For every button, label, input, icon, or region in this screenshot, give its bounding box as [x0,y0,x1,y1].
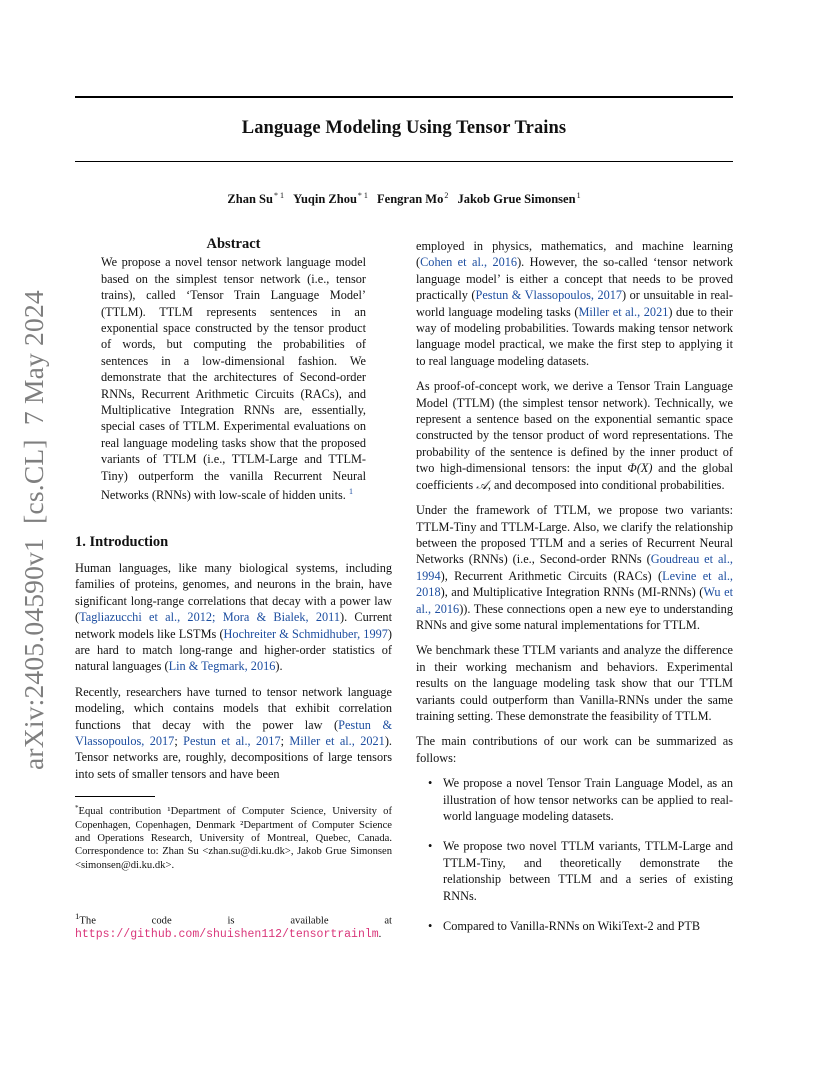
citation-link[interactable]: Wu et al., 2016 [416,585,733,616]
bullet-icon: • [428,776,433,791]
left-column [75,236,392,942]
citation-link[interactable]: Pestun et al., 2017 [183,733,281,748]
list-item: • We propose two novel TTLM variants, TTLM-Large and TTLM-Tiny, and theoretically demonstrate the relationship between TTLM and a series of existing RNNs. [428,839,733,903]
section-heading-introduction: 1. Introduction [75,533,169,550]
author-list [75,191,733,207]
citation-link[interactable]: Miller et al., 2021 [578,304,669,319]
paragraph: The main contributions of our work can be summarized as follows: [416,734,733,765]
contributions-list [416,775,733,934]
paragraph: Under the framework of TTLM, we propose two variants: TTLM-Tiny and TTLM-Large. Also, we clarify the relationship between the proposed TTLM and a series of Recurrent Neural Networks (RNNs) (i.e., Second-order RNNs (Goudreau et al., 1994), Recurrent Arithmetic Circuits (RACs) (Levine et al., 2018), and Multiplicative Integration RNNs (MI-RNNs) (Wu et al., 2016)). These connections open a new eye to understanding RNNs and give some natural implementations for TTLM. [416,503,734,632]
citation-link[interactable]: Hochreiter & Schmidhuber, 1997 [223,626,388,641]
author: Yuqin Zhou$^{* 1}$ [293,191,368,206]
citation-link[interactable]: Miller et al., 2021 [289,733,385,748]
citation-link[interactable]: Lin & Tegmark, 2016 [168,659,276,674]
citation-link[interactable]: Pestun & Vlassopoulos, 2017 [75,717,393,748]
arxiv-date: 7 May 2024 [18,290,49,426]
citation-link[interactable]: Goudreau et al., 1994 [416,552,733,583]
paragraph: As proof-of-concept work, we derive a Tensor Train Language Model (TTLM) (the simplest tensor network). Technically, we represent a sentence based on the exponential semantic space constructed by the tensor product of word representations. The probability of the sentence is defined by the inner product of two high-dimensional tensors: the input Φ(X) and the global coefficients 𝒜, and decomposed into conditional probabilities. [416,379,733,492]
abstract-text: We propose a novel tensor network language model based on the simplest tensor network (i.e., tensor trains), called ‘Tensor Train Language Model’ (TTLM). TTLM represents sentences in an exponential space constructed by the tensor product of words, but computing the probabilities of sentences in a low-dimensional fashion. We demonstrate that the architectures of Second-order RNNs, Recurrent Arithmetic Circuits (RACs), and Multiplicative Integration RNNs are, essentially, special cases of TTLM. Experimental evaluations on real language modeling tasks show that the proposed variants of TTLM (i.e., TTLM-Large and TTLM-Tiny) outperform the vanilla Recurrent Neural Networks (RNNs) with low-scale of hidden units. $^1$ [101,255,366,503]
arxiv-id[interactable]: arXiv:2405.04590v1 [18,538,49,770]
author: Zhan Su$^{* 1}$ [227,191,284,206]
author: Fengran Mo$^2$ [377,191,449,206]
code-url-link[interactable]: https://github.com/shuishen112/tensortrainlm [75,928,379,942]
paragraph: Human languages, like many biological systems, including families of proteins, genomes, and neurons in the brain, have significant long-range correlations that decay with a power law (Tagliazucchi et al., 2012; Mora & Bialek, 2011). Current network models like LSTMs (Hochreiter & Schmidhuber, 1997) are hard to match long-range and higher-order statistics of natural languages (Lin & Tegmark, 2016). [75,560,392,674]
paragraph: Recently, researchers have turned to tensor network language modeling, which contains models that exhibit correlation functions that decay with the power law (Pestun & Vlassopoulos, 2017; Pestun et al., 2017; Miller et al., 2021). Tensor networks are, roughly, decompositions of large tensors into sets of smaller tensors and have been [75,684,393,781]
paragraph: We benchmark these TTLM variants and analyze the difference in their working mechanism and behaviors. Experimental results on the language modeling task show that our TTLM variants could outperform than Vanilla-RNNs under the same training setting. These demonstrate the feasibility of TTLM. [416,643,733,723]
citation-link[interactable]: Levine et al., 2018 [416,568,734,600]
code-footnote: $^1$The code is available at https://github.com/shuishen112/tensortrainlm. [75,911,392,942]
footnote-divider [75,796,155,797]
paper-title: Language Modeling Using Tensor Trains [241,118,567,138]
list-item: • We propose a novel Tensor Train Language Model, as an illustration of how tensor networks can be applied to real-world language modeling datasets. [428,776,733,823]
citation-link[interactable]: Pestun & Vlassopoulos, 2017 [475,288,623,303]
bullet-icon: • [428,919,433,934]
footnote-link[interactable]: 1 [348,487,353,497]
math-coefficients: 𝒜 [476,477,488,492]
paragraph: employed in physics, mathematics, and machine learning (Cohen et al., 2016). However, the so-called ‘tensor network language model’ is either a concept that needs to be proved practically (Pestun & Vlassopoulos, 2017) or unsuitable in real-world language modeling tasks (Miller et al., 2021) due to their way of modeling probabilities. Towards making tensor network language model practical, we make the first step to applying it to real language modeling datasets. [416,239,734,368]
right-column [416,238,733,948]
author: Jakob Grue Simonsen$^1$ [457,191,581,206]
list-item: • Compared to Vanilla-RNNs on WikiText-2 and PTB [428,919,701,934]
citation-link[interactable]: Cohen et al., 2016 [420,255,518,270]
title-bottom-rule [75,161,733,162]
title-top-rule [75,96,733,98]
arxiv-sidebar-stamp [18,290,50,770]
citation-link[interactable]: Tagliazucchi et al., 2012; Mora & Bialek, 2011 [79,610,340,625]
bullet-icon: • [428,839,433,854]
abstract-heading: Abstract [206,236,261,252]
math-input: Φ(X) [627,461,653,476]
arxiv-category: [cs.CL] [18,439,49,524]
affiliation-footnote: *Equal contribution ¹Department of Computer Science, University of Copenhagen, Copenhagen, Denmark ²Department of Computer Science and Operations Research, University of Montreal, Quebec, Canada. Correspondence to: Zhan Su <zhan.su@di.ku.dk>, Jakob Grue Simonsen <simonsen@di.ku.dk>. [75,804,392,871]
